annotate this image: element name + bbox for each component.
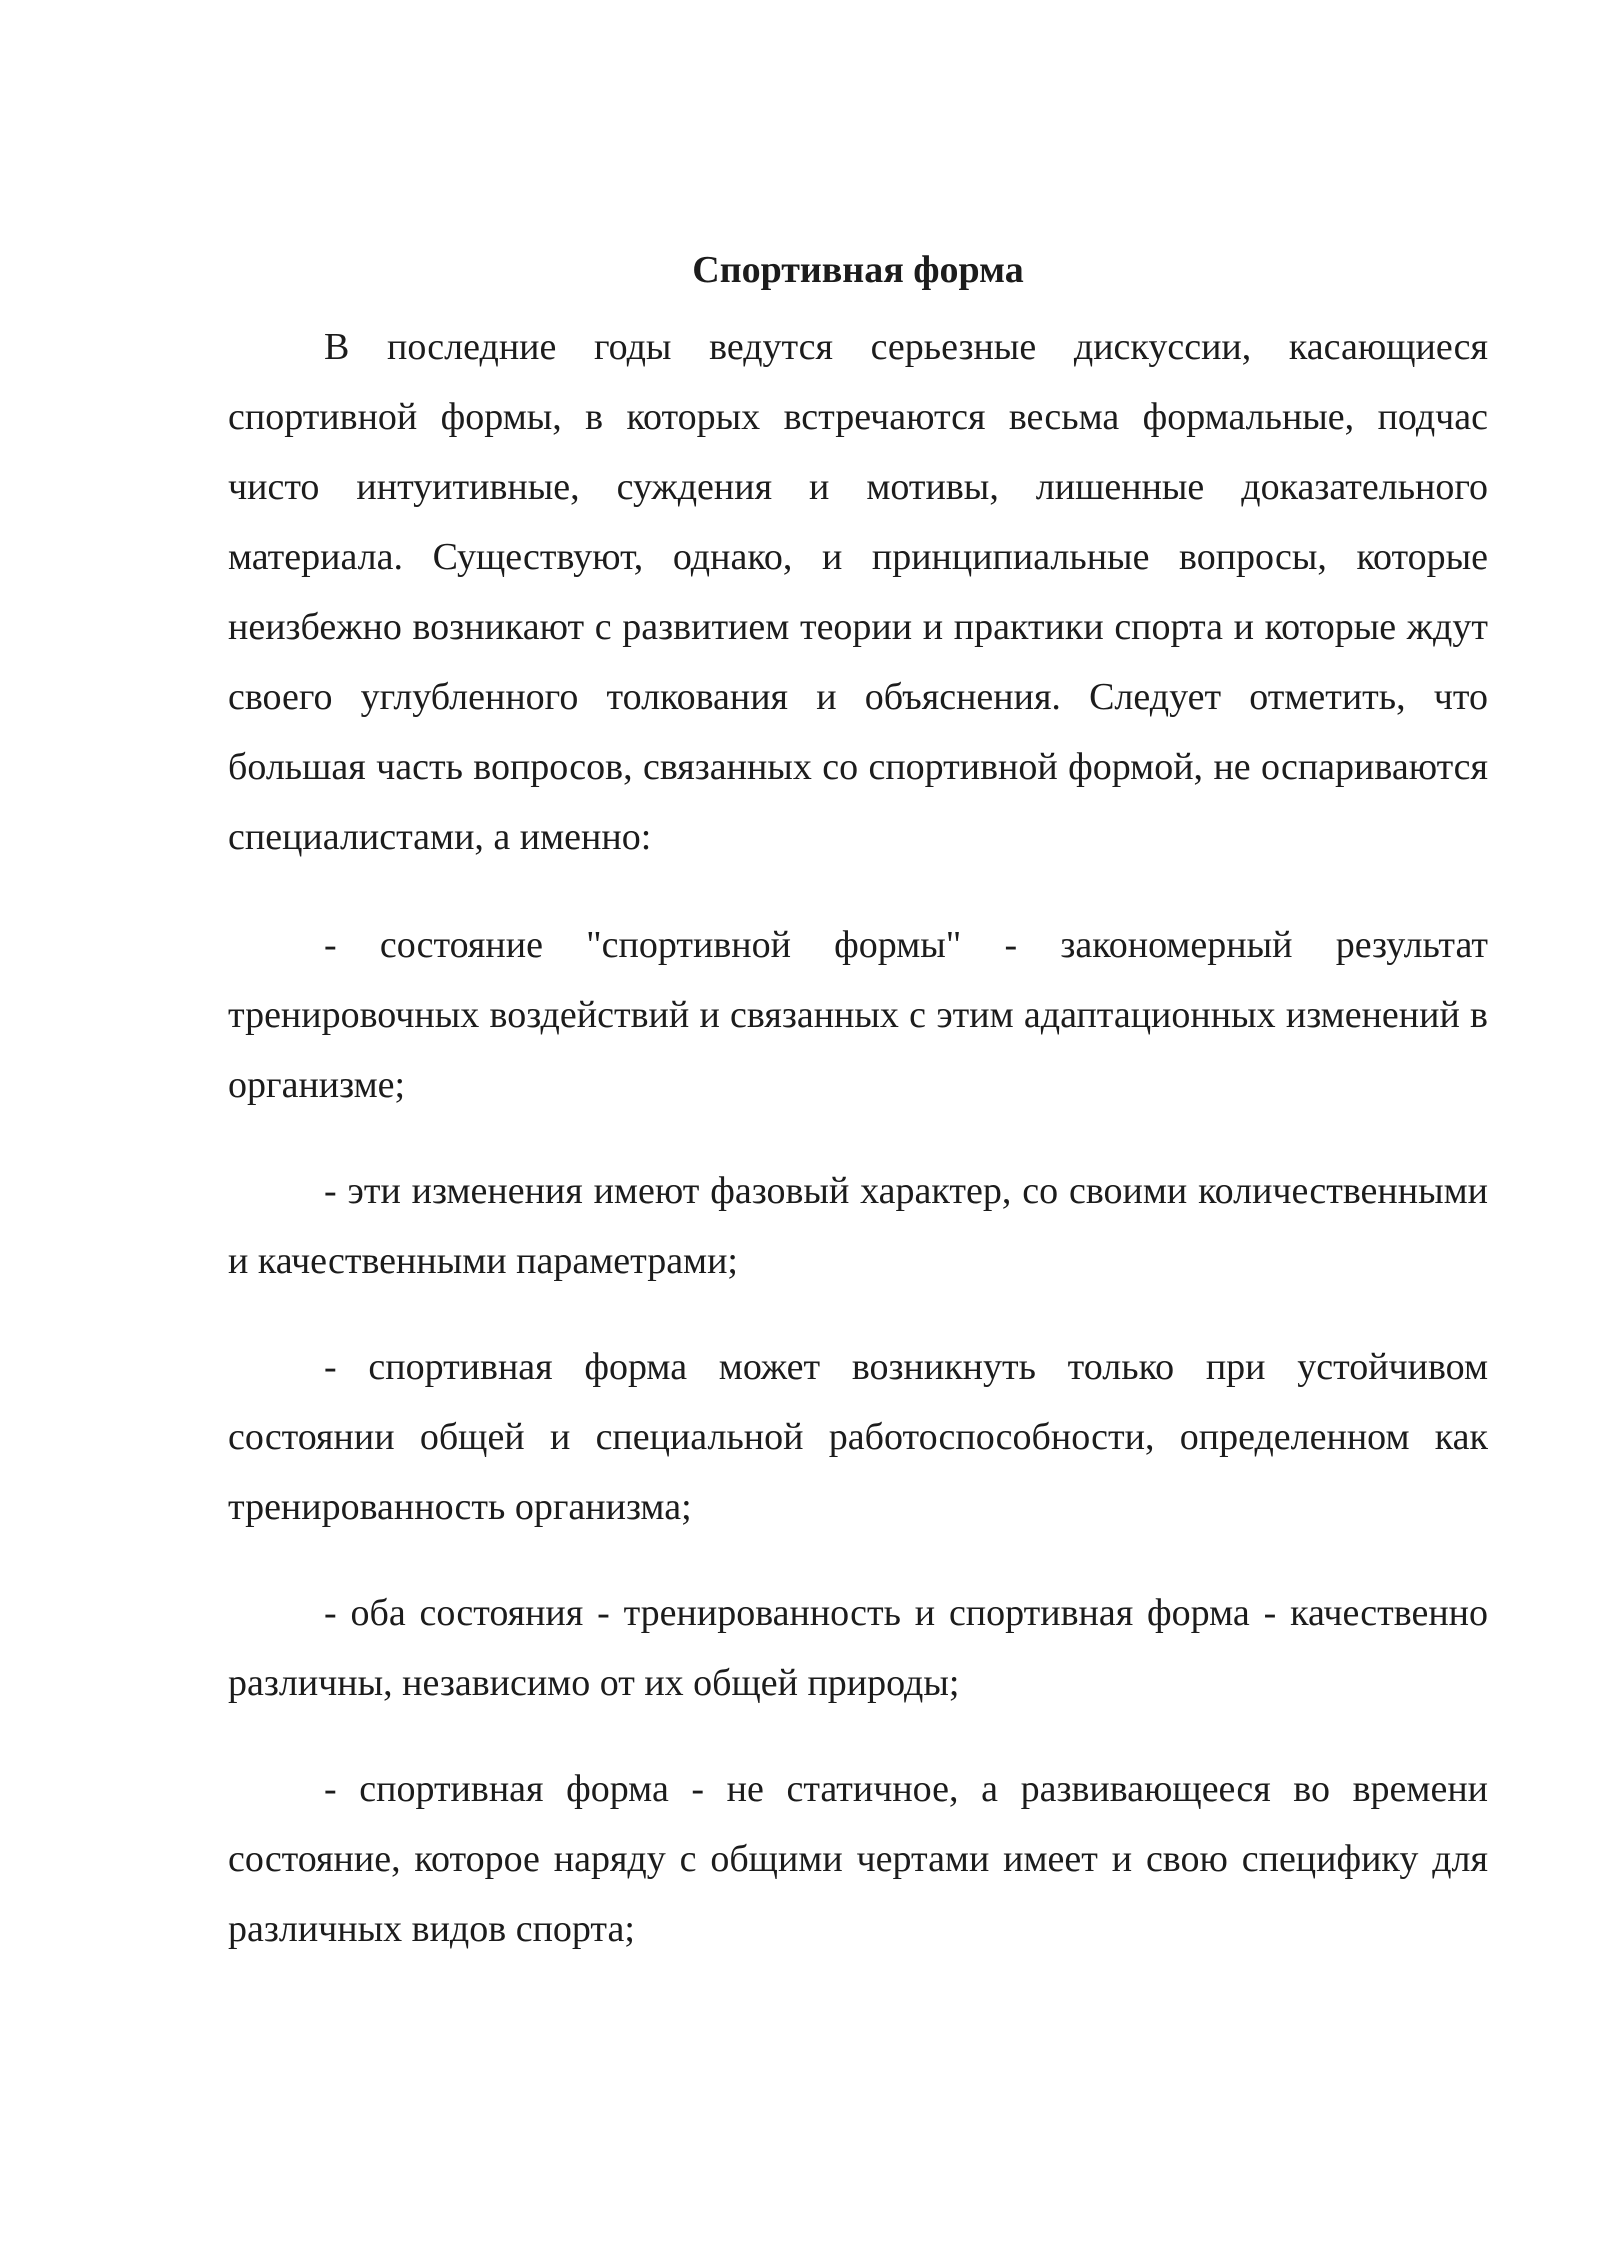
intro-paragraph: В последние годы ведутся серьезные дискуссии, касающиеся спортивной формы, в которых встречаются весьма формальные, подчас чисто интуитивные, суждения и мотивы, лишенные доказательного материала. Существуют, однако, и принципиальные вопросы, которые неизбежно возникают с развитием теории и практики спорта и которые ждут своего углубленного толкования и объяснения. Следует отметить, что большая часть вопросов, связанных со спортивной формой, не оспариваются специалистами, а именно: (228, 326, 1488, 858)
list-item: - эти изменения имеют фазовый характер, со своими количественными и качественными параметрами; (228, 1170, 1488, 1282)
list-item: - состояние "спортивной формы" - закономерный результат тренировочных воздействий и связанных с этим адаптационных изменений в организме; (228, 924, 1488, 1106)
list-item: - спортивная форма может возникнуть только при устойчивом состоянии общей и специальной работоспособности, определенном как тренированность организма; (228, 1346, 1488, 1528)
list-item: - спортивная форма - не статичное, а развивающееся во времени состояние, которое наряду с общими чертами имеет и свою специфику для различных видов спорта; (228, 1768, 1488, 1950)
document-title: Спортивная форма (692, 249, 1024, 291)
list-item: - оба состояния - тренированность и спортивная форма - качественно различны, независимо от их общей природы; (228, 1592, 1488, 1704)
document-body (228, 240, 1488, 2000)
